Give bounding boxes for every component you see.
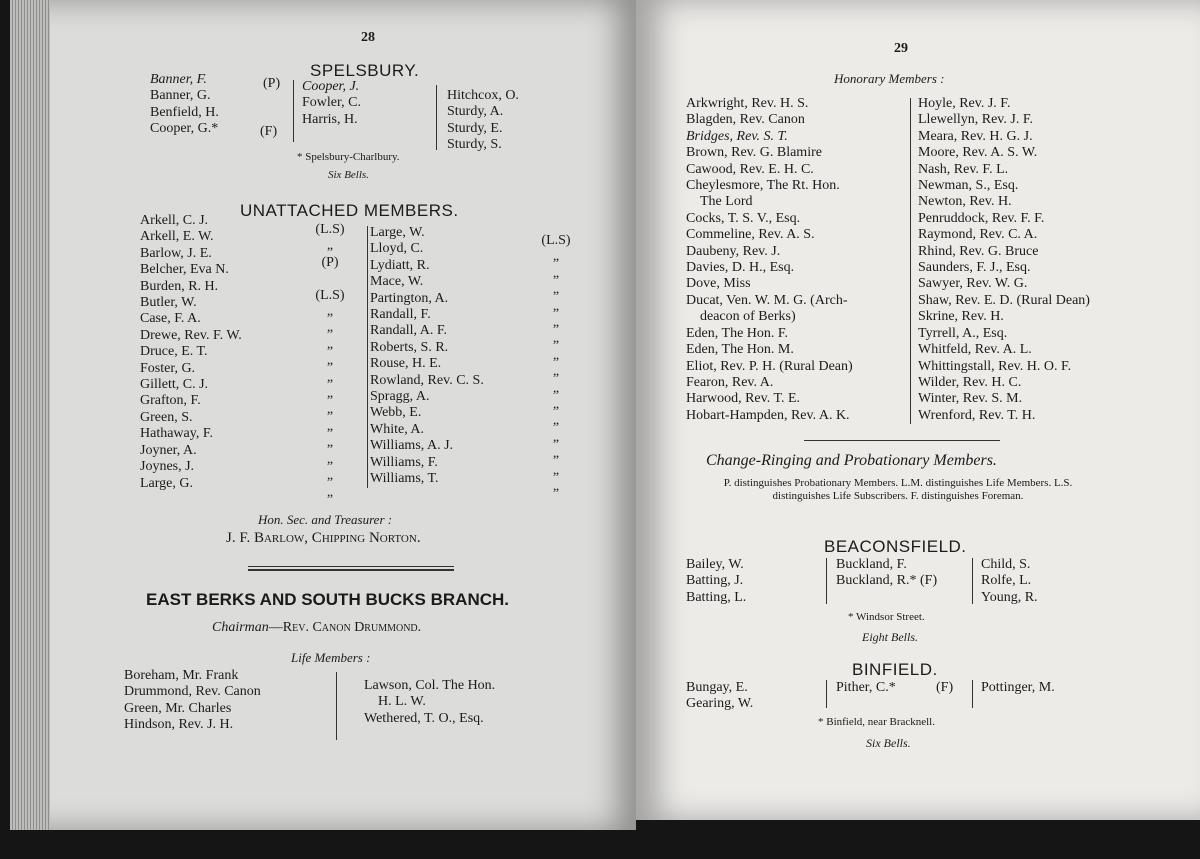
- east-berks-col1: [124, 668, 261, 734]
- beaconsfield-bells: Eight Bells.: [862, 630, 918, 644]
- list-item: Fowler, C.: [302, 95, 361, 111]
- list-item: Boreham, Mr. Frank: [124, 668, 239, 683]
- list-item: Arkwright, Rev. H. S.: [686, 96, 809, 111]
- list-item: Sturdy, S.: [447, 137, 502, 153]
- list-item: Webb, E.: [370, 405, 422, 421]
- list-item: Williams, F.: [370, 454, 438, 470]
- list-item: Williams, T.: [370, 471, 439, 487]
- list-item: Blagden, Rev. Canon: [686, 112, 805, 128]
- divider-rule: [804, 440, 1000, 441]
- tag: „: [552, 249, 560, 265]
- page-number-right: 29: [894, 41, 908, 56]
- beaconsfield-note: * Windsor Street.: [848, 611, 925, 623]
- tag-probationary: (P): [263, 76, 281, 91]
- list-item: Newton, Rev. H.: [918, 194, 1012, 210]
- list-item: Butler, W.: [140, 295, 197, 311]
- list-item: Sturdy, E.: [447, 120, 503, 136]
- list-item: Williams, A. J.: [370, 438, 454, 454]
- list-item: Saunders, F. J., Esq.: [918, 260, 1031, 276]
- list-item: Joynes, J.: [140, 459, 195, 475]
- list-item: Partington, A.: [370, 290, 449, 306]
- spelsbury-note: * Spelsbury-Charlbury.: [297, 151, 400, 163]
- list-item: Rhind, Rev. G. Bruce: [918, 243, 1039, 259]
- tag: „: [326, 238, 334, 254]
- right-page: [636, 0, 1200, 820]
- beaconsfield-col1: [686, 557, 746, 606]
- list-item: Wrenford, Rev. T. H.: [918, 407, 1036, 423]
- list-item: Gillett, C. J.: [140, 377, 209, 393]
- tag: „: [552, 265, 560, 281]
- tag: „: [326, 468, 334, 484]
- column-divider: [972, 558, 973, 604]
- tag: „: [552, 479, 560, 495]
- tag: [312, 271, 348, 287]
- list-item: Benfield, H.: [150, 104, 219, 120]
- list-item: Whitfeld, Rev. A. L.: [918, 342, 1032, 358]
- list-item: Burden, R. H.: [140, 278, 219, 294]
- list-item: Cheylesmore, The Rt. Hon.: [686, 178, 840, 194]
- list-item: Winter, Rev. S. M.: [918, 391, 1023, 407]
- list-item: Shaw, Rev. E. D. (Rural Dean): [918, 292, 1090, 308]
- beaconsfield-col3: [981, 557, 1038, 606]
- list-item: Gearing, W.: [686, 696, 754, 712]
- list-item: Banner, F.: [150, 72, 207, 87]
- tag: (P): [321, 254, 339, 270]
- column-divider: [293, 80, 294, 142]
- tag: „: [552, 315, 560, 331]
- list-item: Roberts, S. R.: [370, 339, 449, 355]
- list-item: Hoyle, Rev. J. F.: [918, 96, 1011, 111]
- list-item: Moore, Rev. A. S. W.: [918, 145, 1038, 161]
- list-item: Drummond, Rev. Canon: [124, 684, 261, 700]
- spelsbury-col3: [447, 88, 519, 154]
- list-item: Lydiatt, R.: [370, 257, 430, 273]
- list-item: Bailey, W.: [686, 557, 744, 572]
- unattached-col1-tags: [312, 222, 348, 501]
- list-item: deacon of Berks): [700, 309, 796, 325]
- binfield-col2: [836, 680, 896, 696]
- tag: „: [326, 484, 334, 500]
- list-item: Arkell, E. W.: [140, 229, 214, 245]
- list-item: Llewellyn, Rev. J. F.: [918, 112, 1034, 128]
- unattached-heading: UNATTACHED MEMBERS.: [240, 201, 459, 220]
- list-item: Nash, Rev. F. L.: [918, 161, 1009, 177]
- list-item: Cawood, Rev. E. H. C.: [686, 161, 814, 177]
- list-item: Druce, E. T.: [140, 344, 208, 360]
- unattached-col2-tags: [536, 233, 576, 496]
- list-item: Rowland, Rev. C. S.: [370, 372, 484, 388]
- column-divider: [367, 226, 368, 488]
- list-item: Cooper, J.: [302, 79, 360, 94]
- tag: „: [326, 304, 334, 320]
- list-item: Belcher, Eva N.: [140, 262, 229, 278]
- list-item: Cocks, T. S. V., Esq.: [686, 210, 801, 226]
- list-item: Child, S.: [981, 557, 1031, 572]
- page-edges: [10, 0, 50, 830]
- column-divider: [826, 680, 827, 708]
- list-item: Hindson, Rev. J. H.: [124, 717, 234, 733]
- life-members-label: Life Members :: [291, 650, 371, 665]
- list-item: Eden, The Hon. F.: [686, 325, 789, 341]
- tag: „: [326, 353, 334, 369]
- list-item: Rouse, H. E.: [370, 356, 442, 372]
- tag: „: [552, 397, 560, 413]
- tag: „: [326, 336, 334, 352]
- list-item: Raymond, Rev. C. A.: [918, 227, 1038, 243]
- tag: „: [326, 402, 334, 418]
- unattached-col1: [140, 213, 242, 492]
- list-item: Barlow, J. E.: [140, 245, 212, 261]
- binfield-note: * Binfield, near Bracknell.: [818, 716, 935, 728]
- list-item: Green, S.: [140, 409, 193, 425]
- honorary-col1: [686, 96, 853, 424]
- list-item: Penruddock, Rev. F. F.: [918, 210, 1045, 226]
- spelsbury-bells: Six Bells.: [328, 169, 369, 181]
- list-item: Lawson, Col. The Hon.: [364, 678, 496, 693]
- spelsbury-col2: [302, 79, 361, 128]
- list-item: Dove, Miss: [686, 276, 751, 292]
- list-item: Commeline, Rev. A. S.: [686, 227, 815, 243]
- list-item: Bridges, Rev. S. T.: [686, 128, 788, 144]
- list-item: Daubeny, Rev. J.: [686, 243, 781, 259]
- tag: (L.S): [315, 287, 345, 303]
- list-item: Green, Mr. Charles: [124, 700, 232, 716]
- list-item: Whittingstall, Rev. H. O. F.: [918, 358, 1072, 374]
- list-item: Joyner, A.: [140, 442, 197, 458]
- list-item: Bungay, E.: [686, 680, 748, 695]
- list-item: Wethered, T. O., Esq.: [364, 710, 484, 726]
- tag: „: [552, 347, 560, 363]
- binfield-bells: Six Bells.: [866, 736, 911, 750]
- list-item: Rolfe, L.: [981, 573, 1032, 589]
- list-item: Lloyd, C.: [370, 241, 424, 257]
- honorary-label: Honorary Members :: [834, 71, 945, 86]
- tag: (L.S): [315, 222, 345, 237]
- spelsbury-col1: [150, 72, 219, 138]
- change-ringing-heading: Change-Ringing and Probationary Members.: [706, 452, 997, 469]
- tag: „: [552, 364, 560, 380]
- tag-foreman: (F): [936, 680, 954, 695]
- tag: „: [326, 369, 334, 385]
- tag: „: [552, 331, 560, 347]
- list-item: Hathaway, F.: [140, 426, 214, 442]
- divider-rule: [248, 569, 454, 571]
- column-divider: [972, 680, 973, 708]
- tag-foreman: (F): [260, 124, 278, 139]
- list-item: Hitchcox, O.: [447, 88, 519, 103]
- chairman-label: Chairman: [212, 620, 269, 635]
- tag: „: [552, 282, 560, 298]
- legend-note: P. distinguishes Probationary Members. L.M. distinguishes Life Members. L.S. distinguishes Life Subscribers. F. distinguishes Foreman.: [723, 477, 1073, 502]
- tag: „: [326, 418, 334, 434]
- list-item: Mace, W.: [370, 274, 424, 290]
- list-item: Case, F. A.: [140, 311, 201, 327]
- list-item: The Lord: [700, 194, 753, 210]
- list-item: Foster, G.: [140, 360, 196, 376]
- column-divider: [826, 558, 827, 604]
- list-item: Wilder, Rev. H. C.: [918, 374, 1022, 390]
- beaconsfield-heading: BEACONSFIELD.: [824, 537, 967, 556]
- list-item: Randall, F.: [370, 307, 431, 323]
- secretary-label: Hon. Sec. and Treasurer :: [258, 512, 393, 527]
- unattached-col2: [370, 225, 484, 488]
- list-item: Batting, L.: [686, 589, 747, 605]
- chairman-name: —Rev. Canon Drummond.: [268, 620, 422, 635]
- list-item: Randall, A. F.: [370, 323, 448, 339]
- list-item: Ducat, Ven. W. M. G. (Arch-: [686, 292, 848, 308]
- beaconsfield-col2: [836, 557, 937, 590]
- east-berks-col2: [364, 678, 495, 727]
- list-item: Grafton, F.: [140, 393, 201, 409]
- secretary-name: J. F. Barlow, Chipping Norton.: [226, 530, 421, 546]
- list-item: Large, W.: [370, 225, 425, 240]
- list-item: Spragg, A.: [370, 389, 430, 405]
- tag: „: [552, 413, 560, 429]
- honorary-col2: [918, 96, 1090, 424]
- tag: „: [552, 298, 560, 314]
- list-item: Harwood, Rev. T. E.: [686, 391, 801, 407]
- tag: „: [552, 429, 560, 445]
- tag: „: [552, 446, 560, 462]
- list-item: Fearon, Rev. A.: [686, 374, 774, 390]
- page-number-left: 28: [361, 30, 375, 45]
- list-item: Drewe, Rev. F. W.: [140, 327, 242, 343]
- list-item: Tyrrell, A., Esq.: [918, 325, 1008, 341]
- tag: „: [552, 462, 560, 478]
- tag: „: [326, 435, 334, 451]
- binfield-heading: BINFIELD.: [852, 660, 938, 679]
- list-item: Harris, H.: [302, 111, 358, 127]
- tag: „: [552, 380, 560, 396]
- list-item: Newman, S., Esq.: [918, 178, 1019, 194]
- list-item: Arkell, C. J.: [140, 213, 209, 228]
- list-item: Banner, G.: [150, 88, 211, 104]
- east-berks-heading: EAST BERKS AND SOUTH BUCKS BRANCH.: [146, 590, 509, 609]
- list-item: Brown, Rev. G. Blamire: [686, 145, 822, 161]
- binfield-col1: [686, 680, 753, 713]
- list-item: Batting, J.: [686, 573, 744, 589]
- list-item: Sawyer, Rev. W. G.: [918, 276, 1028, 292]
- list-item: Meara, Rev. H. G. J.: [918, 128, 1033, 144]
- list-item: Buckland, F.: [836, 557, 907, 572]
- list-item: Buckland, R.* (F): [836, 573, 938, 589]
- list-item: Cooper, G.*: [150, 121, 219, 137]
- list-item: Eden, The Hon. M.: [686, 342, 794, 358]
- list-item: H. L. W.: [378, 694, 426, 710]
- column-divider: [910, 98, 911, 424]
- list-item: Pither, C.*: [836, 680, 896, 695]
- tag: „: [326, 386, 334, 402]
- binfield-col3: [981, 680, 1055, 696]
- list-item: Young, R.: [981, 589, 1038, 605]
- tag: (L.S): [541, 233, 571, 248]
- list-item: Sturdy, A.: [447, 104, 504, 120]
- list-item: Skrine, Rev. H.: [918, 309, 1004, 325]
- tag: „: [326, 320, 334, 336]
- list-item: White, A.: [370, 421, 425, 437]
- left-page: [10, 0, 636, 830]
- divider-rule: [248, 566, 454, 567]
- spelsbury-heading: SPELSBURY.: [310, 61, 420, 80]
- tag: „: [326, 451, 334, 467]
- list-item: Hobart-Hampden, Rev. A. K.: [686, 407, 850, 423]
- list-item: Eliot, Rev. P. H. (Rural Dean): [686, 358, 853, 374]
- column-divider: [436, 85, 437, 150]
- list-item: Large, G.: [140, 475, 193, 491]
- column-divider: [336, 672, 337, 740]
- chairman-line: [212, 620, 421, 636]
- list-item: Davies, D. H., Esq.: [686, 260, 795, 276]
- list-item: Pottinger, M.: [981, 680, 1055, 695]
